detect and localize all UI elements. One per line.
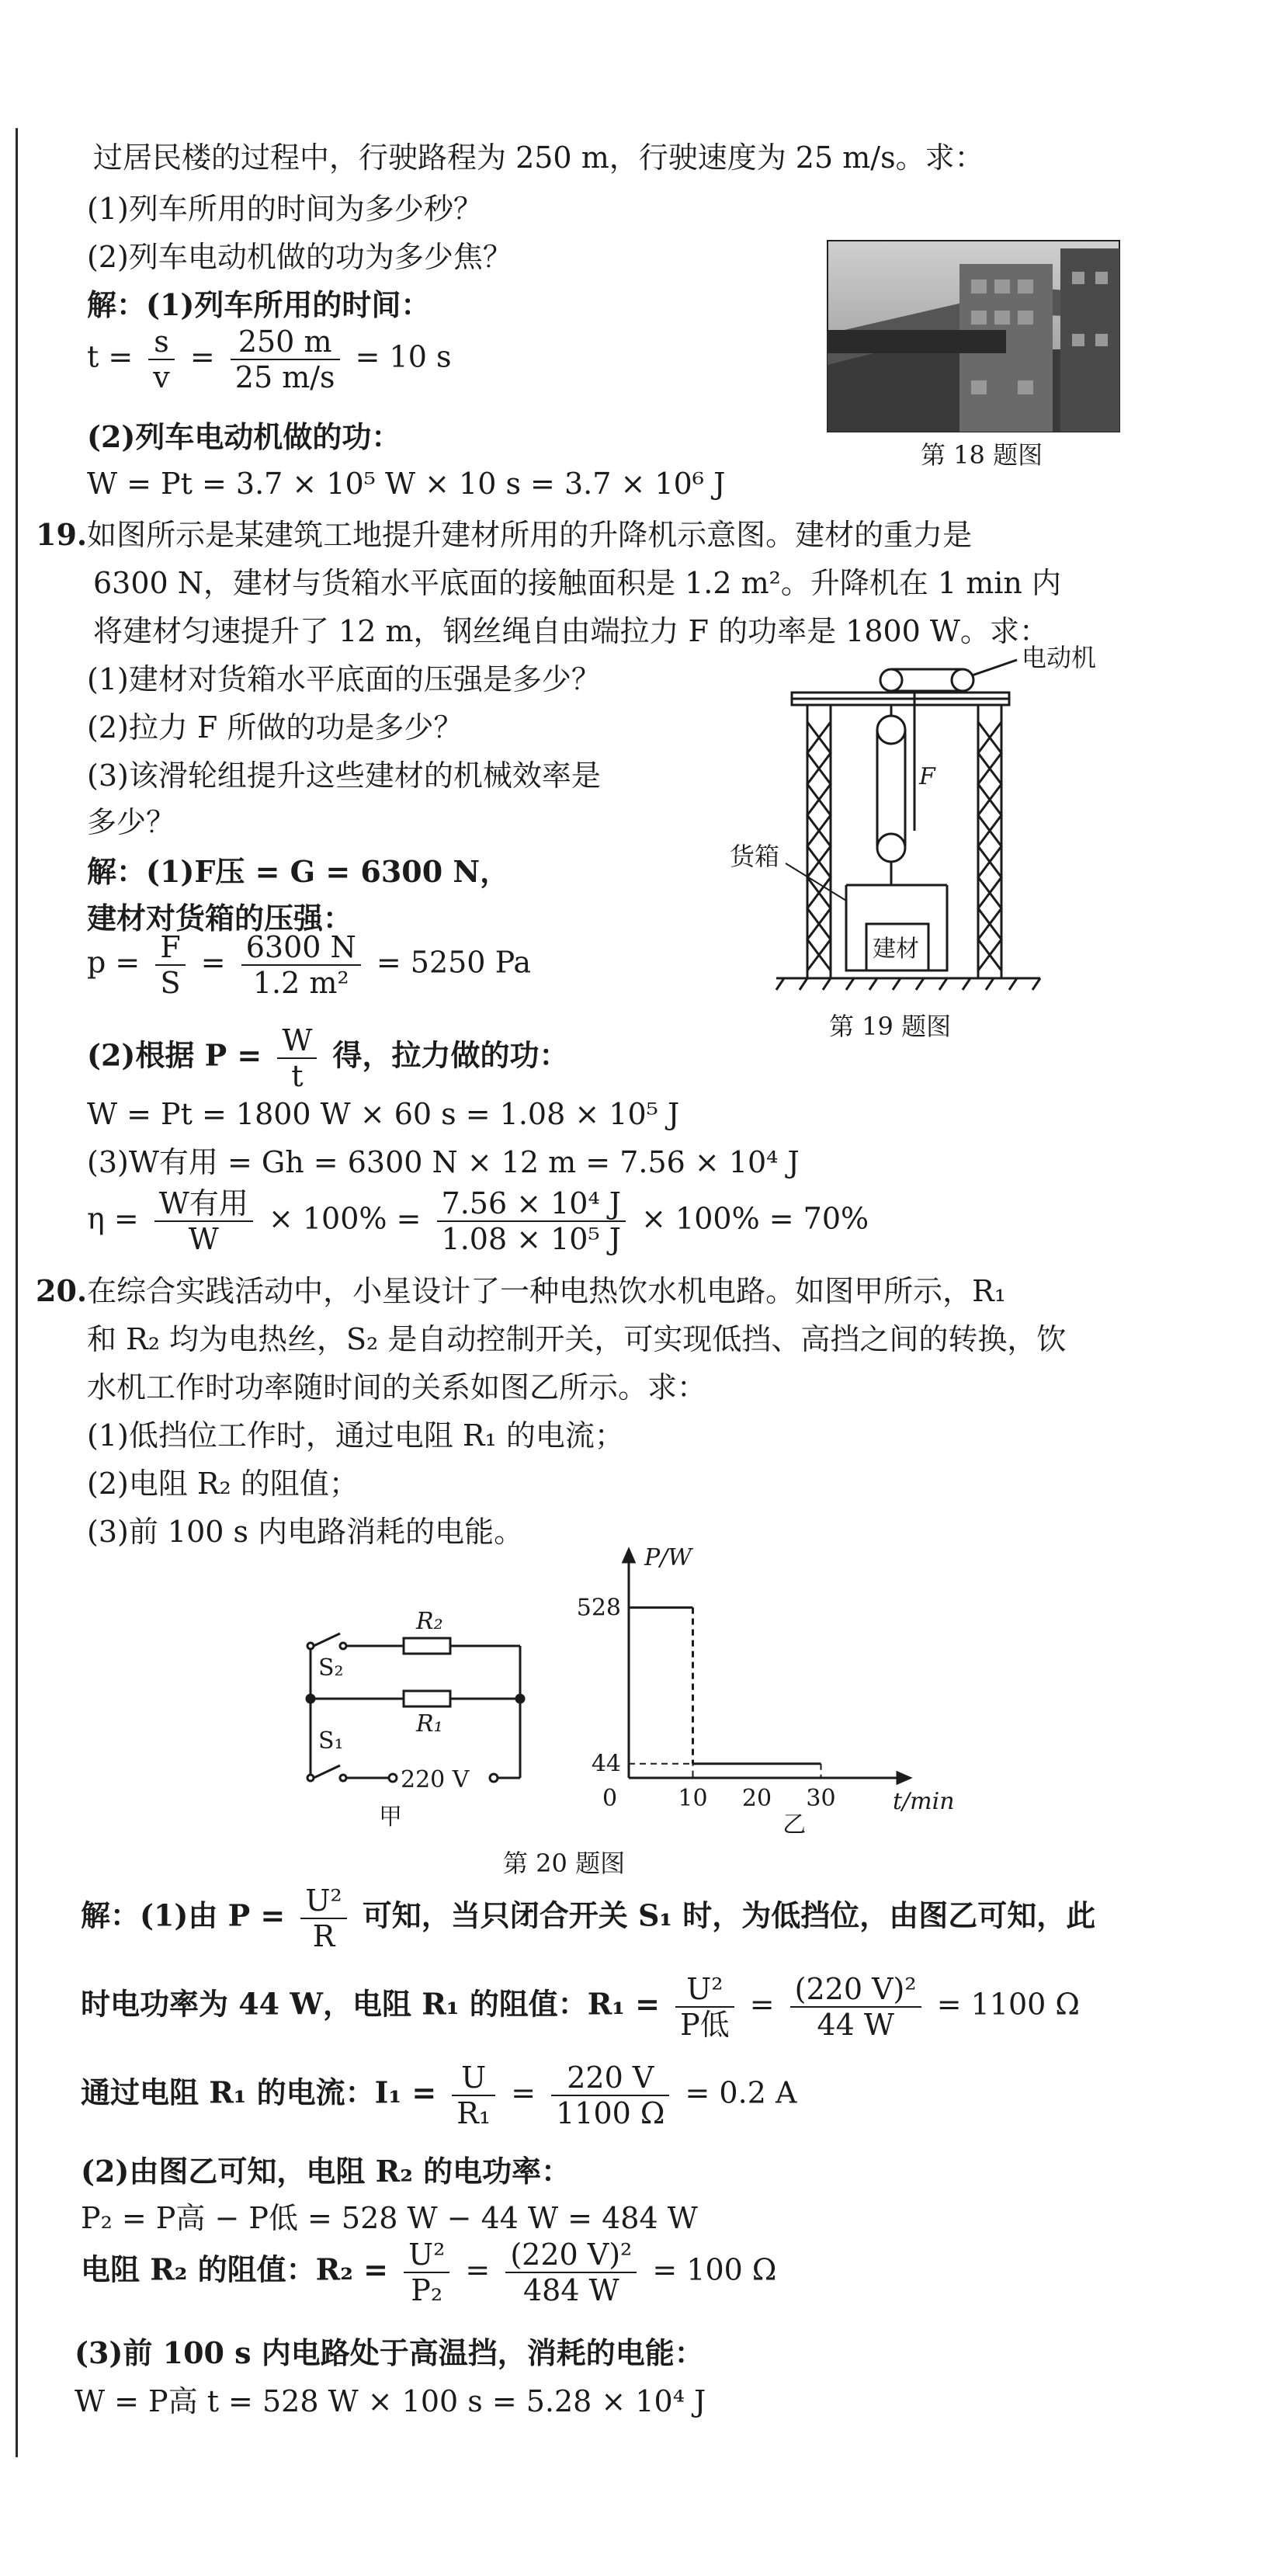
q20-label-S1: S₁ bbox=[318, 1727, 344, 1755]
chart-x-tick-label: 10 bbox=[678, 1785, 708, 1812]
q19-efficiency-formula: η = $\frac{\text{W有用}}{W}$ × 100% = $\frac{\text{7.56 × 10⁴ J}}{\text{1.08 × 10⁵ J}}$ × 100% = 70% bbox=[87, 1186, 869, 1256]
chart-x-tick-label: 20 bbox=[741, 1785, 772, 1812]
q20-sol2c: 电阻 R₂ 的阻值：R₂ = $\frac{\text{U²}}{\text{P₂}}$ = $\frac{\text{(220 V)²}}{484 W}$ = 100 Ω bbox=[81, 2238, 777, 2307]
chart-x-axis-label: t/min bbox=[893, 1788, 955, 1815]
q20-sol1a: 解：(1)由 P = $\frac{\text{U²}}{R}$ 可知，当只闭合开关 S₁ 时，为低挡位，由图乙可知，此 bbox=[81, 1883, 1096, 1953]
q20-label-S2: S₂ bbox=[318, 1654, 344, 1682]
q18-frac-values: $\frac{250 m}{25 m/s}$ bbox=[231, 325, 340, 394]
q20-frac-r2-b: $\frac{\text{(220 V)²}}{484 W}$ bbox=[505, 2238, 637, 2307]
q20-number: 20. bbox=[36, 1273, 88, 1308]
q19-sol3-eq: (3)W有用 = Gh = 6300 N × 12 m = 7.56 × 10⁴ J bbox=[87, 1145, 800, 1179]
q19-sol1b: 建材对货箱的压强： bbox=[87, 901, 353, 936]
q20-line2: 和 R₂ 均为电热丝，S₂ 是自动控制开关，可实现低挡、高挡之间的转换，饮 bbox=[87, 1322, 1067, 1356]
q20-label-R1: R₁ bbox=[416, 1710, 443, 1738]
q19-sol2-eq: W = Pt = 1800 W × 60 s = 1.08 × 10⁵ J bbox=[87, 1097, 680, 1131]
q19-sub3a: (3)该滑轮组提升这些建材的机械效率是 bbox=[87, 759, 601, 793]
q20-sol2a: (2)由图乙可知，电阻 R₂ 的电功率： bbox=[81, 2154, 571, 2189]
chart-caption-yi: 乙 bbox=[782, 1811, 807, 1838]
q19-number: 19. bbox=[36, 517, 88, 552]
q18-photo bbox=[828, 241, 1119, 432]
chart-y-axis-label: P/W bbox=[644, 1544, 692, 1571]
chart-origin-label: 0 bbox=[602, 1785, 618, 1812]
q18-sol2-title: (2)列车电动机做的功： bbox=[87, 419, 401, 454]
q20-sol3a: (3)前 100 s 内电路处于高温挡，消耗的电能： bbox=[75, 2335, 704, 2370]
q19-frac-wt: $\frac{W}{t}$ bbox=[277, 1023, 317, 1093]
chart-x-tick-label: 30 bbox=[806, 1785, 836, 1812]
q19-frac-values: $\frac{6300 N}{\text{1.2 m²}}$ bbox=[241, 930, 361, 1000]
q19-frac-eta2: $\frac{\text{7.56 × 10⁴ J}}{\text{1.08 × 10⁵ J}}$ bbox=[437, 1186, 626, 1256]
q20-sol1c: 通过电阻 R₁ 的电流：I₁ = $\frac{U}{\text{R₁}}$ = $\frac{220 V}{1100 \Omega}$ = 0.2 A bbox=[81, 2060, 797, 2130]
q18-sol1-title: 解：(1)列车所用的时间： bbox=[87, 287, 431, 322]
q19-sol1: 解：(1)F压 = G = 6300 N， bbox=[87, 854, 510, 889]
q20-header bbox=[36, 1273, 1006, 1309]
q20-power-time-chart bbox=[574, 1544, 955, 1838]
q20-frac-r1-a: $\frac{\text{U²}}{\text{P低}}$ bbox=[675, 1972, 734, 2042]
q18-t-lhs: t = bbox=[87, 339, 134, 374]
q20-label-voltage: 220 V bbox=[401, 1766, 470, 1793]
q19-line2: 6300 N，建材与货箱水平底面的接触面积是 1.2 m²。升降机在 1 min 内 bbox=[93, 566, 1061, 600]
q19-frac-fs: $\frac{F}{S}$ bbox=[155, 930, 185, 1000]
q19-line3: 将建材匀速提升了 12 m，钢丝绳自由端拉力 F 的功率是 1800 W。求： bbox=[93, 614, 1049, 648]
q19-sub2: (2)拉力 F 所做的功是多少？ bbox=[87, 710, 463, 745]
q20-frac-r1-b: $\frac{\text{(220 V)²}}{44 W}$ bbox=[790, 1972, 921, 2042]
q20-sol1b: 时电功率为 44 W，电阻 R₁ 的阻值：R₁ = $\frac{\text{U²}}{\text{P低}}$ = $\frac{\text{(220 V)²}}{44 W}$ = 1100 Ω bbox=[81, 1972, 1080, 2042]
q19-label-F: F bbox=[919, 763, 935, 790]
q18-t-rhs: = 10 s bbox=[355, 339, 452, 374]
q20-label-R2: R₂ bbox=[416, 1608, 443, 1635]
q20-circuit-diagram bbox=[264, 1584, 543, 1848]
q18-sub1: (1)列车所用的时间为多少秒？ bbox=[87, 192, 483, 226]
q19-label-box: 货箱 bbox=[730, 842, 780, 871]
q19-header bbox=[36, 517, 972, 553]
chart-y-tick-label: 528 bbox=[576, 1594, 621, 1622]
q20-sol2b: P₂ = P高 − P低 = 528 W − 44 W = 484 W bbox=[81, 2201, 698, 2235]
q19-pressure-formula: p = $\frac{F}{S}$ = $\frac{6300 N}{\text{1.2 m²}}$ = 5250 Pa bbox=[87, 930, 532, 1000]
q20-frac-u2r: $\frac{\text{U²}}{R}$ bbox=[300, 1883, 346, 1953]
q20-line3: 水机工作时功率随时间的关系如图乙所示。求： bbox=[87, 1370, 707, 1404]
q19-elevator-diagram bbox=[730, 644, 1133, 1002]
q20-line1: 在综合实践活动中，小星设计了一种电热饮水机电路。如图甲所示，R₁ bbox=[87, 1274, 1006, 1308]
q20-label-jia: 甲 bbox=[379, 1804, 402, 1831]
q18-figure-caption: 第 18 题图 bbox=[921, 440, 1043, 470]
q20-frac-r2-a: $\frac{\text{U²}}{\text{P₂}}$ bbox=[404, 2238, 449, 2307]
q19-figure-caption: 第 19 题图 bbox=[829, 1012, 952, 1041]
q20-figure-caption: 第 20 题图 bbox=[503, 1849, 626, 1878]
q19-frac-eta1: $\frac{\text{W有用}}{W}$ bbox=[154, 1186, 253, 1256]
q20-frac-i1-b: $\frac{220 V}{1100 \Omega}$ bbox=[551, 2060, 669, 2130]
q19-sub3b: 多少？ bbox=[87, 805, 176, 839]
q20-sub3: (3)前 100 s 内电路消耗的电能。 bbox=[87, 1515, 524, 1549]
chart-x-arrow bbox=[897, 1772, 910, 1783]
q18-line1: 过居民楼的过程中，行驶路程为 250 m，行驶速度为 25 m/s。求： bbox=[93, 141, 984, 175]
q19-sol2-line: (2)根据 P = $\frac{W}{t}$ 得，拉力做的功： bbox=[87, 1023, 569, 1093]
q20-frac-i1-a: $\frac{U}{\text{R₁}}$ bbox=[452, 2060, 495, 2130]
chart-y-arrow bbox=[623, 1550, 634, 1562]
q18-time-formula: t = $\frac{s}{v}$ = $\frac{250 m}{25 m/s}$ = 10 s bbox=[87, 325, 452, 394]
q20-sub2: (2)电阻 R₂ 的阻值； bbox=[87, 1467, 359, 1501]
left-margin-rule bbox=[16, 128, 18, 2457]
chart-y-tick-label: 44 bbox=[591, 1750, 621, 1778]
q20-sub1: (1)低挡位工作时，通过电阻 R₁ 的电流； bbox=[87, 1418, 624, 1453]
q18-sol2-eq: W = Pt = 3.7 × 10⁵ W × 10 s = 3.7 × 10⁶ J bbox=[87, 467, 726, 501]
q20-sol3b: W = P高 t = 528 W × 100 s = 5.28 × 10⁴ J bbox=[75, 2384, 706, 2418]
q19-line1: 如图所示是某建筑工地提升建材所用的升降机示意图。建材的重力是 bbox=[87, 518, 973, 552]
q19-label-motor: 电动机 bbox=[1022, 643, 1097, 672]
q19-sub1: (1)建材对货箱水平底面的压强是多少？ bbox=[87, 662, 601, 696]
q19-label-material: 建材 bbox=[873, 936, 919, 963]
q18-sub2: (2)列车电动机做的功为多少焦？ bbox=[87, 240, 512, 274]
q18-frac-sv: $\frac{s}{v}$ bbox=[148, 325, 174, 394]
